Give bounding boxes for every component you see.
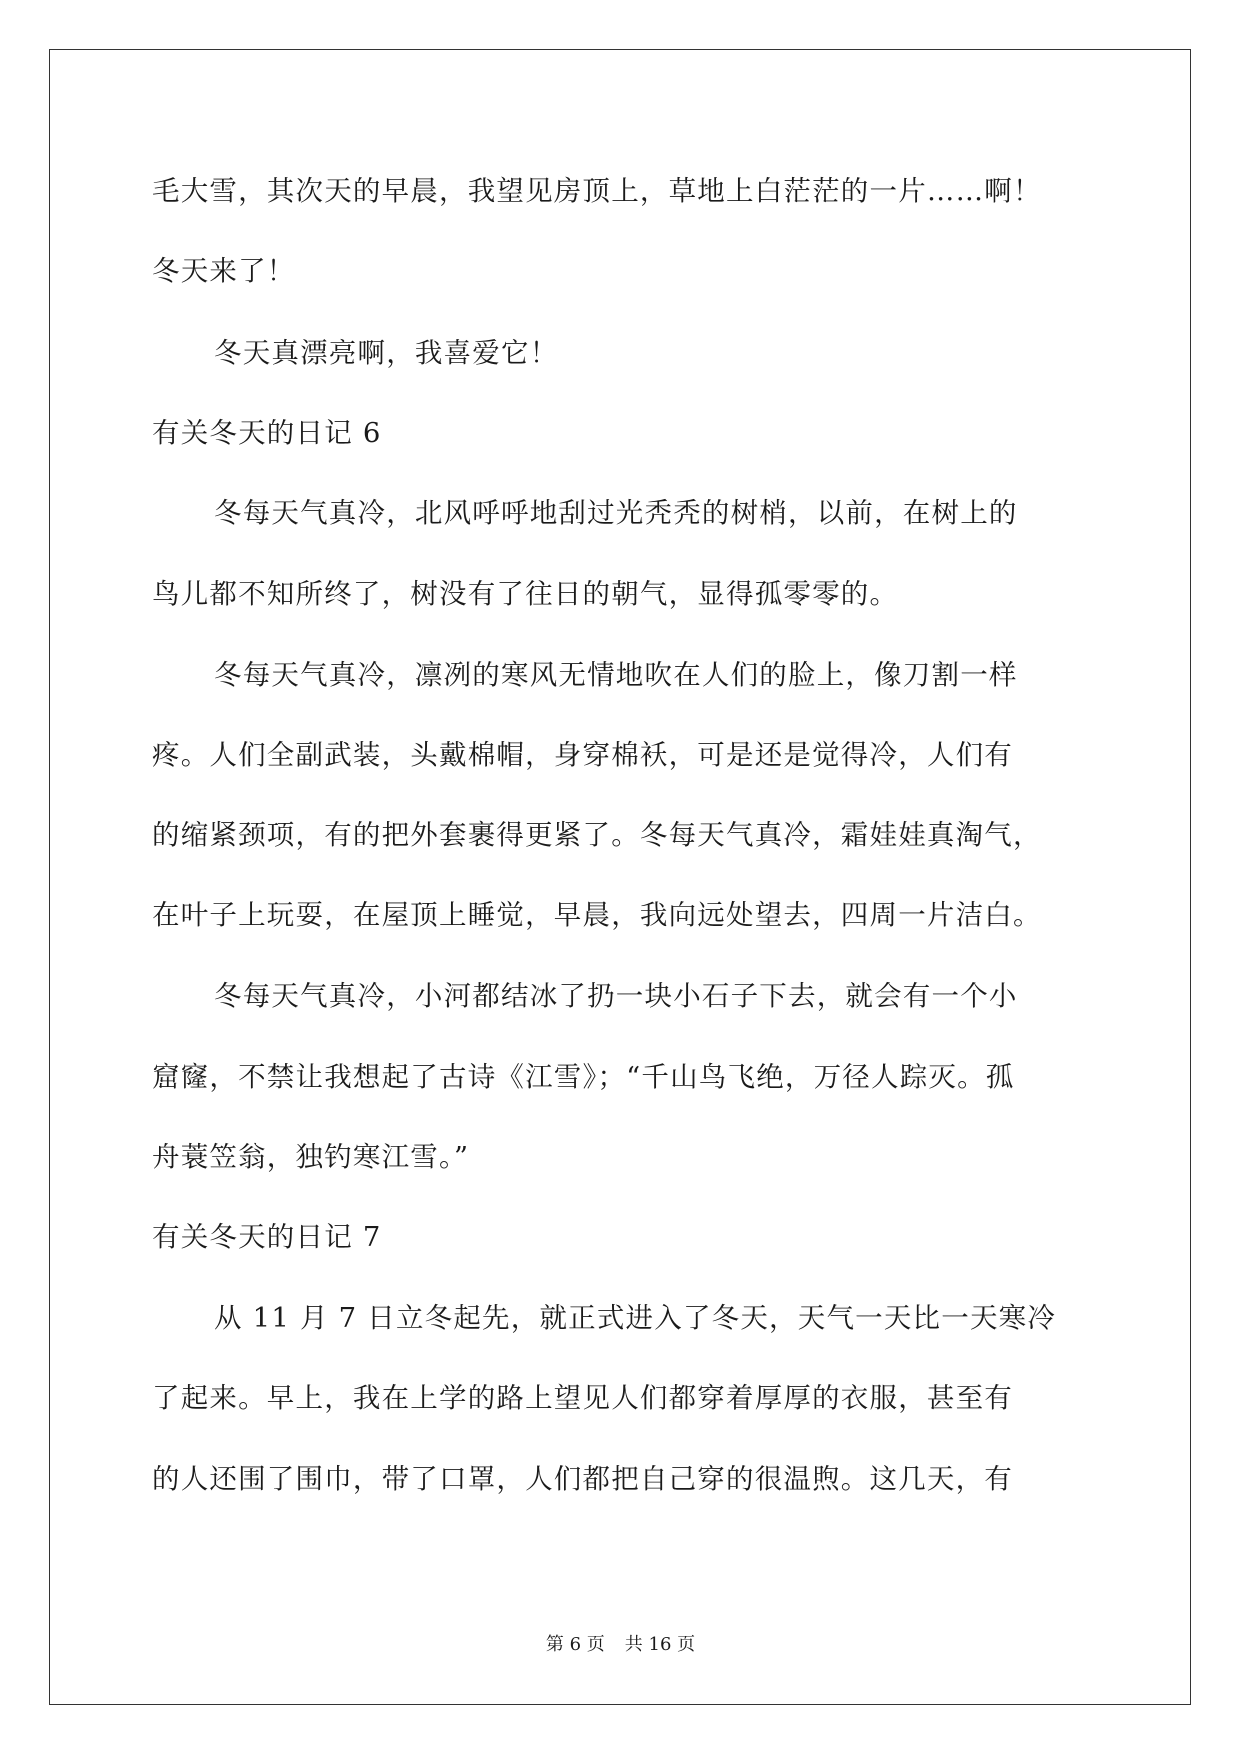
body-line: 冬每天气真冷，小河都结冰了扔一块小石子下去，就会有一个小 (214, 980, 1018, 1012)
page-total: 共 16 页 (624, 1634, 696, 1655)
page-number: 第 6 页 (545, 1634, 605, 1655)
body-line: 舟蓑笠翁，独钓寒江雪。” (152, 1141, 470, 1173)
page-footer (0, 1632, 1241, 1658)
section-heading: 有关冬天的日记 7 (152, 1221, 382, 1253)
body-line: 冬每天气真冷，凛冽的寒风无情地吹在人们的脸上，像刀割一样 (214, 659, 1018, 691)
body-line: 冬天来了！ (152, 255, 296, 287)
section-heading: 有关冬天的日记 6 (152, 417, 382, 449)
body-line: 毛大雪，其次天的早晨，我望见房顶上，草地上白茫茫的一片……啊！ (152, 175, 1042, 207)
body-line: 冬每天气真冷，北风呼呼地刮过光秃秃的树梢，以前，在树上的 (214, 497, 1018, 529)
body-line: 在叶子上玩耍，在屋顶上睡觉，早晨，我向远处望去，四周一片洁白。 (152, 899, 1042, 931)
body-line: 冬天真漂亮啊，我喜爱它！ (214, 337, 559, 369)
body-line: 疼。人们全副武装，头戴棉帽，身穿棉袄，可是还是觉得冷，人们有 (152, 739, 1013, 771)
body-line: 窟窿，不禁让我想起了古诗《江雪》；“千山鸟飞绝，万径人踪灭。孤 (152, 1061, 1015, 1093)
body-line: 的人还围了围巾，带了口罩，人们都把自己穿的很温煦。这几天，有 (152, 1463, 1013, 1495)
body-line: 从 11 月 7 日立冬起先，就正式进入了冬天，天气一天比一天寒冷 (214, 1302, 1057, 1334)
body-line: 的缩紧颈项，有的把外套裹得更紧了。冬每天气真冷，霜娃娃真淘气， (152, 819, 1042, 851)
body-line: 了起来。早上，我在上学的路上望见人们都穿着厚厚的衣服，甚至有 (152, 1382, 1013, 1414)
body-line: 鸟儿都不知所终了，树没有了往日的朝气，显得孤零零的。 (152, 578, 899, 610)
page-border (49, 49, 1191, 1705)
